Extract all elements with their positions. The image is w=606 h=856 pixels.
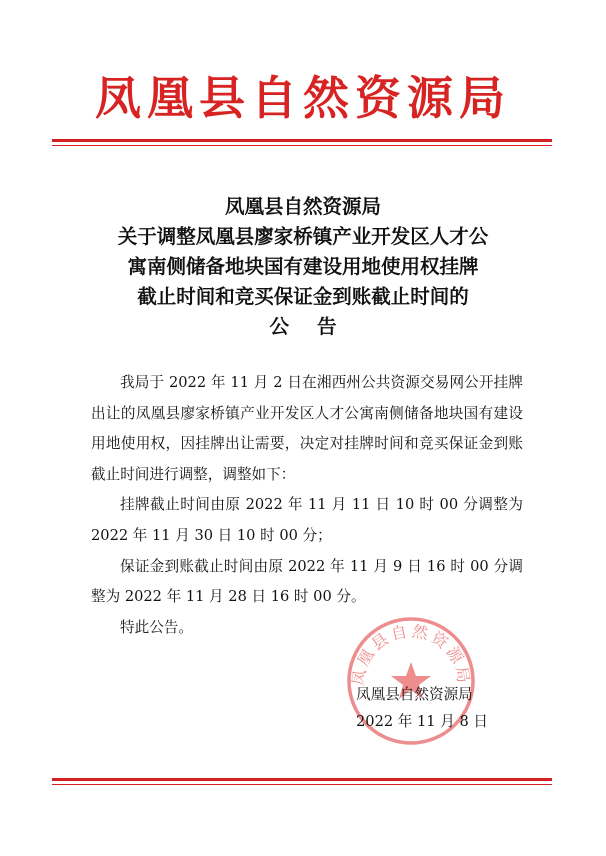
header-rule-thick bbox=[52, 139, 552, 142]
title-line: 关于调整凤凰县廖家桥镇产业开发区人才公 bbox=[117, 225, 489, 248]
body-paragraph: 挂牌截止时间由原 2022 年 11 月 11 日 10 时 00 分调整为 2022 年 11 月 30 日 10 时 00 分； bbox=[91, 496, 523, 544]
body-paragraph: 保证金到账截止时间由原 2022 年 11 月 9 日 16 时 00 分调整为 2022 年 11 月 28 日 16 时 00 分。 bbox=[91, 557, 523, 606]
body-paragraph: 我局于 2022 年 11 月 2 日在湘西州公共资源交易网公开挂牌出让的凤凰县廖家桥镇产业开发区人才公寓南侧储备地块国有建设用地使用权，因挂牌出让需要，决定对挂牌时间和竞买保证金到账截止时间进行调整，调整如下： bbox=[91, 374, 523, 483]
title-line-announcement: 公告 bbox=[269, 315, 365, 338]
footer-rule-thin bbox=[52, 784, 552, 785]
agency-masthead: 凤凰县自然资源局 bbox=[95, 71, 511, 125]
notice-title bbox=[60, 192, 546, 342]
notice-body bbox=[91, 368, 523, 643]
title-line: 寓南侧储备地块国有建设用地使用权挂牌 bbox=[127, 255, 479, 278]
header-rule-thin bbox=[52, 145, 552, 146]
svg-text:凤凰县自然资源局: 凤凰县自然资源局 bbox=[348, 621, 474, 687]
title-line: 凤凰县自然资源局 bbox=[224, 195, 381, 218]
signature-org: 凤凰县自然资源局 bbox=[356, 686, 473, 703]
footer-rule-thick bbox=[52, 778, 552, 781]
signature-date: 2022 年 11 月 8 日 bbox=[356, 713, 488, 730]
body-paragraph: 特此公告。 bbox=[120, 618, 193, 636]
title-line: 截止时间和竞买保证金到账截止时间的 bbox=[137, 285, 469, 308]
